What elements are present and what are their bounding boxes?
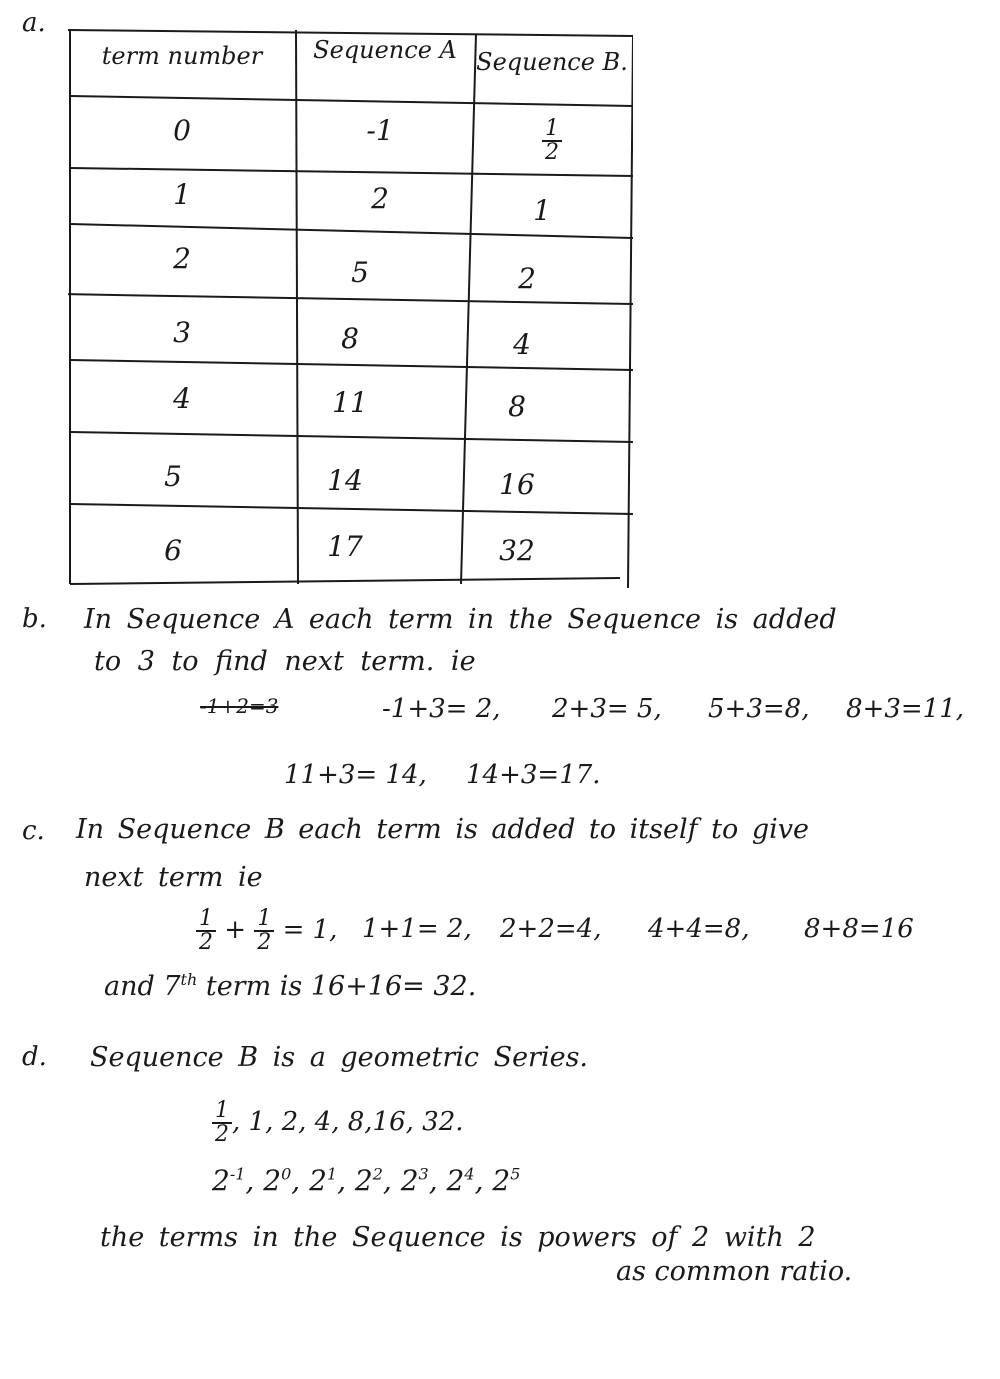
sequence-table	[68, 28, 633, 588]
part-a-label: a.	[22, 8, 46, 38]
equation: 8+8=16	[804, 914, 914, 944]
header-sequence-b: Sequence B.	[476, 48, 628, 76]
part-c-line-4: and 7th term is 16+16= 32.	[104, 970, 477, 1002]
equation: 1+1= 2,	[362, 914, 472, 944]
term-cell: 4	[173, 382, 191, 415]
sequence-a-cell: 14	[327, 464, 363, 497]
equation: 14+3=17.	[466, 760, 601, 790]
sequence-a-cell: 2	[371, 182, 389, 215]
term-cell: 2	[173, 242, 191, 275]
part-d-line-4: as common ratio.	[616, 1256, 853, 1287]
sequence-a-cell: 8	[341, 322, 359, 355]
part-b-line-1: In Sequence A each term in the Sequence is added	[84, 604, 837, 635]
sequence-b-cell: 4	[513, 328, 531, 361]
fraction-half: $\frac{1}{2}$	[542, 118, 562, 164]
term-cell: 1	[173, 178, 191, 211]
term-cell: 0	[173, 114, 191, 147]
equation: 11+3= 14,	[284, 760, 427, 790]
sequence-a-cell: 11	[332, 386, 368, 419]
equation: 2+3= 5,	[552, 694, 662, 724]
part-c-label: c.	[22, 816, 45, 846]
sequence-a-cell: 17	[327, 530, 363, 563]
term-cell: 5	[164, 460, 182, 493]
equation: 5+3=8,	[708, 694, 810, 724]
equation: 4+4=8,	[648, 914, 750, 944]
header-sequence-a: Sequence A	[313, 36, 457, 64]
sequence-a-cell: 5	[351, 256, 369, 289]
powers-of-two: $2^{-1}$, $2^0$, $2^1$, $2^2$, $2^3$, $2^4$, $2^5$	[212, 1164, 521, 1197]
equation: 2+2=4,	[500, 914, 602, 944]
equation: -1+3= 2,	[382, 694, 501, 724]
sequence-b-cell: 8	[508, 390, 526, 423]
fraction-half: $\frac{1}{2}$	[254, 908, 274, 954]
geometric-series: $\frac{1}{2}$ , 1, 2, 4, 8,16, 32.	[212, 1100, 464, 1146]
part-d-line-3: the terms in the Sequence is powers of 2 with 2	[100, 1222, 816, 1253]
header-term-number: term number	[101, 42, 263, 70]
sequence-b-cell: 2	[518, 262, 536, 295]
fraction-half: $\frac{1}{2}$	[196, 908, 216, 954]
fraction-half: $\frac{1}{2}$	[212, 1100, 232, 1146]
sequence-a-cell: -1	[366, 114, 394, 147]
table-grid	[68, 28, 633, 588]
sequence-b-cell: 1	[533, 194, 551, 227]
sequence-b-cell: 16	[499, 468, 535, 501]
crossed-out-equation: -1+2=3	[200, 694, 279, 718]
part-c-line-2: next term ie	[84, 862, 263, 893]
equation: 8+3=11,	[846, 694, 965, 724]
sequence-b-cell	[472, 118, 632, 164]
part-b-line-2: to 3 to find next term. ie	[94, 646, 476, 677]
sequence-b-cell: 32	[499, 534, 535, 567]
term-cell: 3	[173, 316, 191, 349]
part-c-line-1: In Sequence B each term is added to itself to give	[76, 814, 809, 845]
part-b-label: b.	[22, 604, 47, 634]
fraction-equation: $\frac{1}{2}$ + $\frac{1}{2}$ = 1,	[196, 908, 337, 954]
part-d-label: d.	[22, 1042, 47, 1072]
term-cell: 6	[164, 534, 182, 567]
part-d-line-1: Sequence B is a geometric Series.	[90, 1042, 589, 1073]
